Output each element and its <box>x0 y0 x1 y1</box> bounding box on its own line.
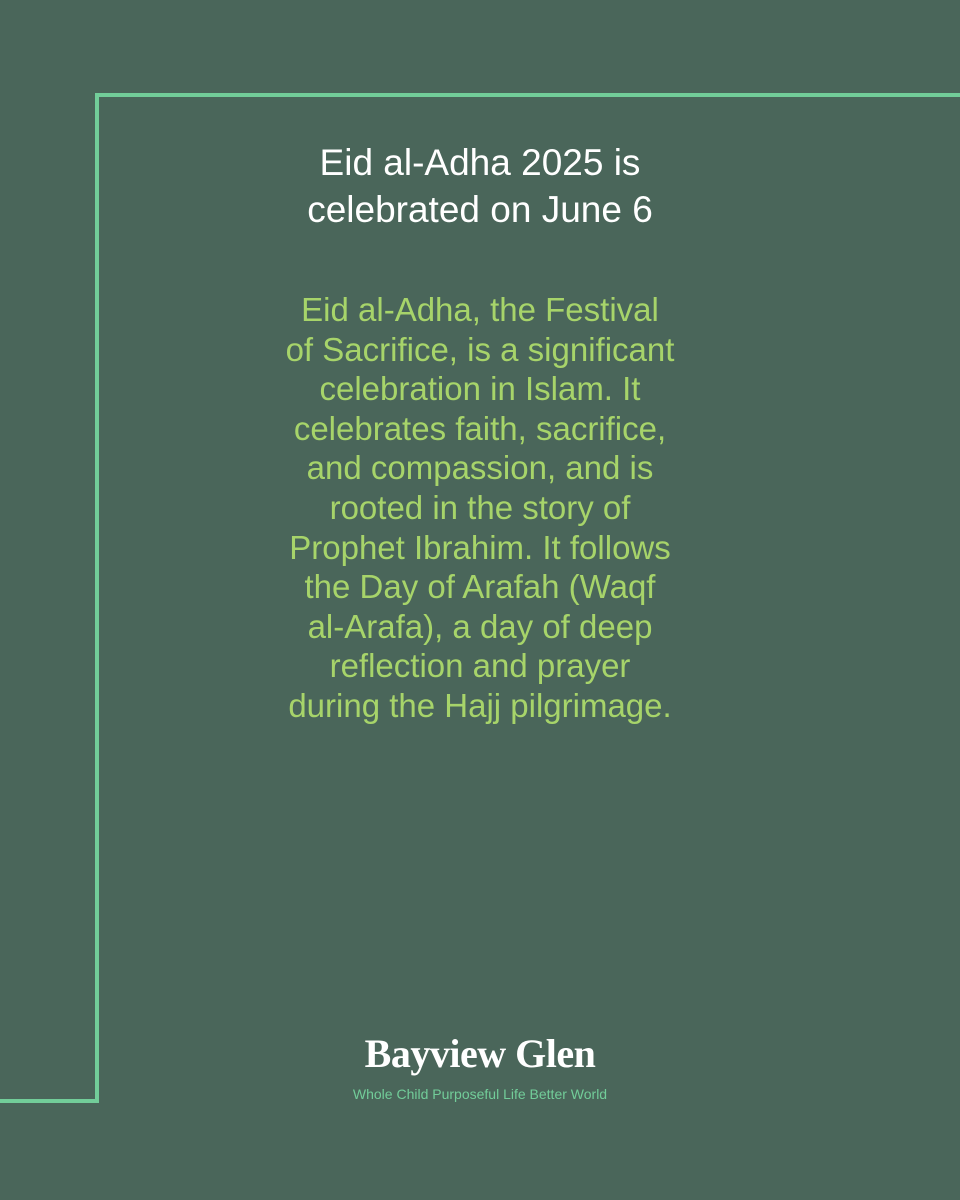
headline: Eid al-Adha 2025 is celebrated on June 6 <box>307 142 653 230</box>
body-text: Eid al-Adha, the Festival of Sacrifice, is a significant celebration in Islam. It celebrates faith, sacrifice, and compassion, and is rooted in the story of Prophet Ibrahim. It follows the Day of Arafah (Waqf al-Arafa), a day of deep reflection and prayer during the Hajj pilgrimage. <box>285 290 675 724</box>
main-content <box>230 140 730 726</box>
brand-tagline: Whole Child Purposeful Life Better World <box>352 1086 608 1102</box>
frame-line-top <box>95 93 960 97</box>
brand-logo <box>280 1030 680 1104</box>
frame-line-bottom <box>0 1099 99 1103</box>
brand-name: Bayview Glen <box>364 1031 596 1076</box>
frame-line-left <box>95 93 99 1103</box>
